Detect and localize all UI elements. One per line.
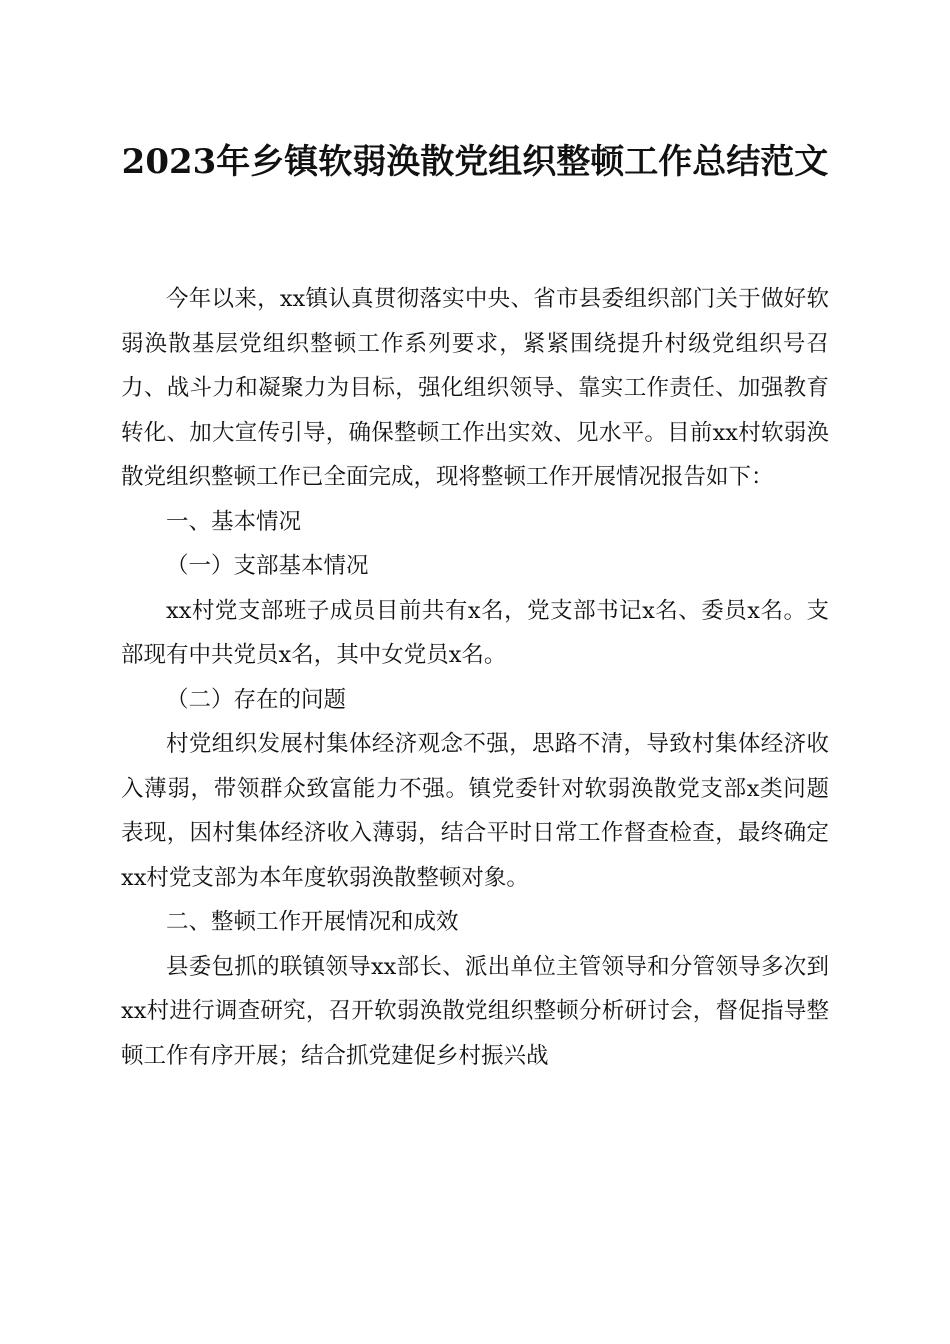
- section-heading-basic-situation: 一、基本情况: [166, 508, 302, 535]
- branch-info-paragraph: xx村党支部班子成员目前共有x名，党支部书记x名、委员x名。支部现有中共党员x名，其中女党员x名。: [121, 597, 829, 668]
- rectification-paragraph: 县委包抓的联镇领导xx部长、派出单位主管领导和分管领导多次到xx村进行调查研究，召开软弱涣散党组织整顿分析研讨会，督促指导整顿工作有序开展；结合抓党建促乡村振兴战: [121, 953, 829, 1069]
- section-heading-rectification: 二、整顿工作开展情况和成效: [166, 909, 459, 935]
- subsection-heading-problems: （二）存在的问题: [166, 686, 347, 713]
- subsection-heading-branch-info: （一）支部基本情况: [166, 553, 369, 579]
- document-body: [121, 277, 829, 1078]
- intro-paragraph: 今年以来，xx镇认真贯彻落实中央、省市县委组织部门关于做好软弱涣散基层党组织整顿工作系列要求，紧紧围绕提升村级党组织号召力、战斗力和凝聚力为目标，强化组织领导、靠实工作责任、加强教育转化、加大宣传引导，确保整顿工作出实效、见水平。目前xx村软弱涣散党组织整顿工作已全面完成，现将整顿工作开展情况报告如下：: [121, 286, 829, 490]
- problems-paragraph: 村党组织发展村集体经济观念不强，思路不清，导致村集体经济收入薄弱，带领群众致富能力不强。镇党委针对软弱涣散党支部x类问题表现，因村集体经济收入薄弱，结合平时日常工作督查检查，最终确定xx村党支部为本年度软弱涣散整顿对象。: [121, 731, 829, 891]
- document-title: 2023年乡镇软弱涣散党组织整顿工作总结范文: [121, 142, 829, 182]
